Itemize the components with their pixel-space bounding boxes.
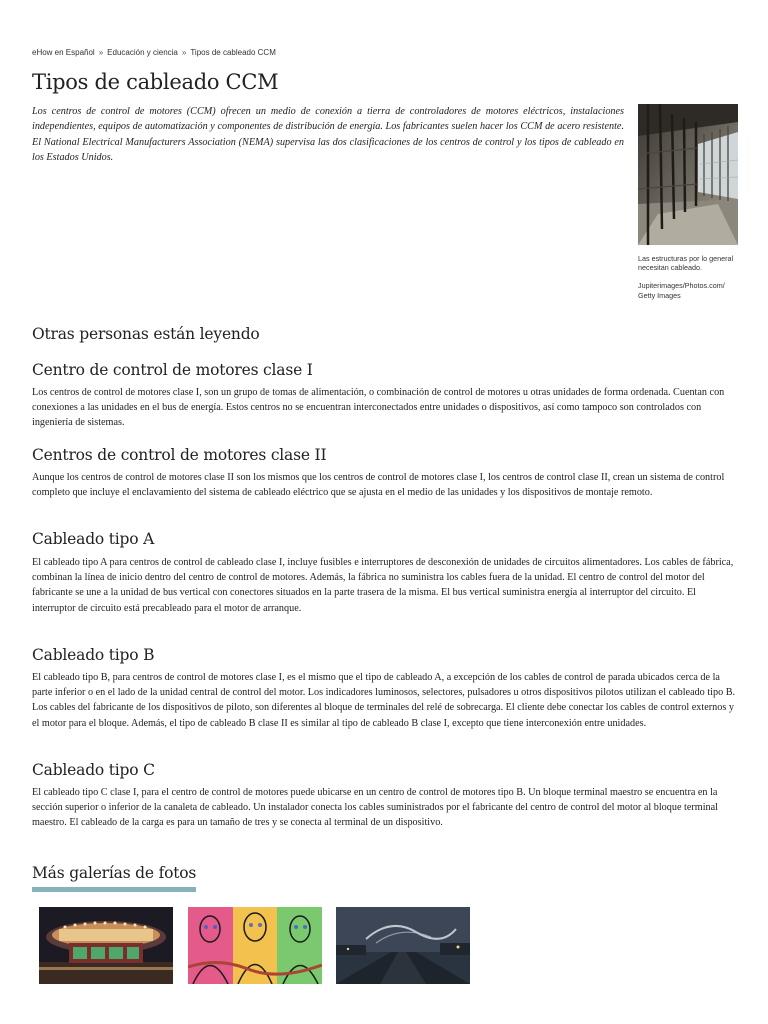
section-text: El cableado tipo A para centros de control de cableado clase I, incluye fusibles e interruptores de desconexión de unidades de circuitos alimentadores. Los cables de fábrica, combinan la línea de inicio dentro del centro de control de motores. Además, la fábrica no suministra los cables fuera de la unidad. El centro de control del motor del fabricante se une a la unidad de bus vertical con conectores situados en la parte trasera de la misma. El bus vertical suministra energía al interruptor del circuito. El interruptor de circuito está precableado para el motor de arranque. xyxy=(32,557,734,614)
gallery-thumbnail-painting[interactable] xyxy=(188,907,322,984)
breadcrumb-category-link[interactable]: Educación y ciencia xyxy=(107,48,178,57)
gallery-title: Más galerías de fotos xyxy=(32,864,196,892)
breadcrumb-home-link[interactable]: eHow en Español xyxy=(32,48,95,57)
others-reading-heading: Otras personas están leyendo xyxy=(32,325,260,343)
figure-credit: Jupiterimages/Photos.com/ Getty Images xyxy=(638,281,725,300)
theater-marquee-photo xyxy=(39,907,173,984)
section-text: El cableado tipo C clase I, para el centro de control de motores puede ubicarse en un centro de control de motores tipo B. Un bloque terminal maestro se encuentra en la sección superior o inferior de la canaleta de cableado. Un instalador conecta los cables suministrados por el fabricante del centro de control del motor al bloque terminal maestro. El cableado de la carga es para un tamaño de tres y se conecta al terminal de un dispositivo. xyxy=(32,787,718,829)
article-intro: Los centros de control de motores (CCM) ofrecen un medio de conexión a tierra de controladores de motores eléctricos, instalaciones independientes, equipos de automatización y componentes de distribución de energía. Los fabricantes suelen hacer los CCM de acero resistente. El National Electrical Manufacturers Association (NEMA) supervisa las dos clasificaciones de los centros de control y los tipos de cableado en los Estados Unidos. xyxy=(32,106,624,163)
section-text: Los centros de control de motores clase I, son un grupo de tomas de alimentación, o combinación de control de motores u otras unidades de forma ordenada. Cuentan con conexiones a las unidades en el bus de energía. Estos centros no se encuentran interconectados entre unidades o dispositivos, así como tampoco son controlados con ingeniería de sistemas. xyxy=(32,387,725,429)
breadcrumb-separator: » xyxy=(98,48,104,57)
gallery-thumbnail-theater[interactable] xyxy=(39,907,173,984)
section-heading: Cableado tipo A xyxy=(32,530,155,548)
breadcrumb xyxy=(32,48,276,57)
section-text: Aunque los centros de control de motores clase II son los mismos que los centros de control de motores clase I, los centros de control clase II, crean un sistema de control completo que incluye el enclavamiento del sistema de cableado eléctrico que se ajusta en el medio de las unidades y los dispositivos de montaje remoto. xyxy=(32,472,725,499)
night-street-photo xyxy=(336,907,470,984)
breadcrumb-separator: » xyxy=(181,48,187,57)
section-heading: Centro de control de motores clase I xyxy=(32,361,313,379)
breadcrumb-current-link[interactable]: Tipos de cableado CCM xyxy=(190,48,276,57)
section-text: El cableado tipo B, para centros de control de motores clase I, es el mismo que el tipo de cableado A, a excepción de los cables de control de parada ubicados cerca de la parte inferior o en el lado de la unidad central de control del motor. Los indicadores luminosos, selectores, pulsadores u otros dispositivos pilotos utilizan el cableado tipo B. Los cables del fabricante de los dispositivos de piloto, son diferentes al bloque de terminales del relé de sobrecarga. El cliente debe conectar los cables de control externos y el motor para el bloque. Además, el tipo de cableado B clase II es similar al tipo de cableado B clase I, excepto que tiene interconexión entre unidades. xyxy=(32,672,736,729)
section-heading: Centros de control de motores clase II xyxy=(32,446,327,464)
figure-caption: Las estructuras por lo general necesitan cableado. xyxy=(638,254,734,273)
gallery-thumbnail-street[interactable] xyxy=(336,907,470,984)
section-heading: Cableado tipo B xyxy=(32,646,155,664)
page-title: Tipos de cableado CCM xyxy=(32,70,279,94)
article-figure xyxy=(638,104,738,300)
construction-framing-photo xyxy=(638,104,738,245)
section-heading: Cableado tipo C xyxy=(32,761,155,779)
abstract-painting-photo xyxy=(188,907,322,984)
